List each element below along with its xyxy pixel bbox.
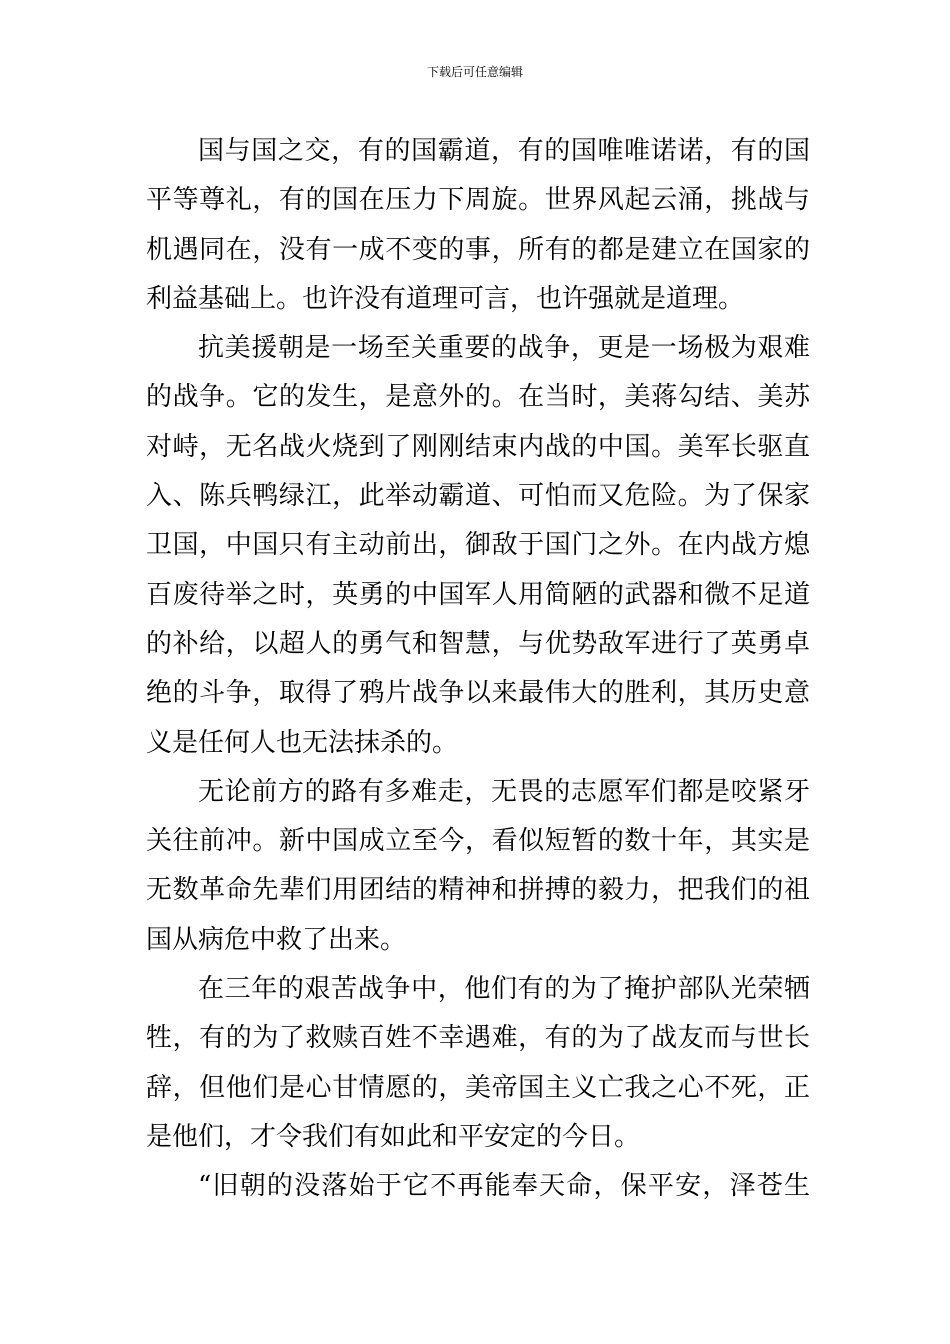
text-line: 利益基础上。也许没有道理可言，也许强就是道理。 (146, 283, 745, 314)
text-line: 无论前方的路有多难走，无畏的志愿军们都是咬紧牙 (198, 776, 810, 807)
text-line: 的补给，以超人的勇气和智慧，与优势敌军进行了英勇卓 (146, 628, 810, 659)
text-line: 平等尊礼，有的国在压力下周旋。世界风起云涌，挑战与 (146, 185, 810, 216)
text-line: 国从病危中救了出来。 (146, 924, 407, 955)
text-line: 百废待举之时，英勇的中国军人用简陋的武器和微不足道 (146, 579, 810, 610)
text-line: 义是任何人也无法抹杀的。 (146, 727, 459, 758)
text-line: 抗美援朝是一场至关重要的战争，更是一场极为艰难 (198, 333, 810, 364)
text-line: 绝的斗争，取得了鸦片战争以来最伟大的胜利，其历史意 (146, 678, 810, 709)
text-line: 是他们，才令我们有如此和平安定的今日。 (146, 1121, 641, 1152)
text-line: 在三年的艰苦战争中，他们有的为了掩护部队光荣牺 (198, 974, 810, 1005)
text-line: 辞，但他们是心甘情愿的，美帝国主义亡我之心不死，正 (146, 1072, 810, 1103)
text-line: 卫国，中国只有主动前出，御敌于国门之外。在内战方熄 (146, 530, 810, 561)
text-line: 牲，有的为了救赎百姓不幸遇难，有的为了战友而与世长 (146, 1023, 810, 1054)
text-line: 关往前冲。新中国成立至今，看似短暂的数十年，其实是 (146, 826, 810, 857)
article-body (146, 127, 810, 1212)
page-header: 下载后可任意编辑 (426, 65, 523, 79)
text-line: 国与国之交，有的国霸道，有的国唯唯诺诺，有的国 (198, 136, 810, 166)
text-line: “旧朝的没落始于它不再能奉天命，保平安，泽苍生 (198, 1171, 810, 1202)
text-line: 的战争。它的发生，是意外的。在当时，美蒋勾结、美苏 (146, 382, 810, 413)
text-line: 无数革命先辈们用团结的精神和拼搏的毅力，把我们的祖 (146, 875, 810, 906)
text-line: 对峙，无名战火烧到了刚刚结束内战的中国。美军长驱直 (146, 431, 810, 462)
text-line: 机遇同在，没有一成不变的事，所有的都是建立在国家的 (146, 234, 810, 265)
text-line: 入、陈兵鸭绿江，此举动霸道、可怕而又危险。为了保家 (146, 481, 810, 512)
